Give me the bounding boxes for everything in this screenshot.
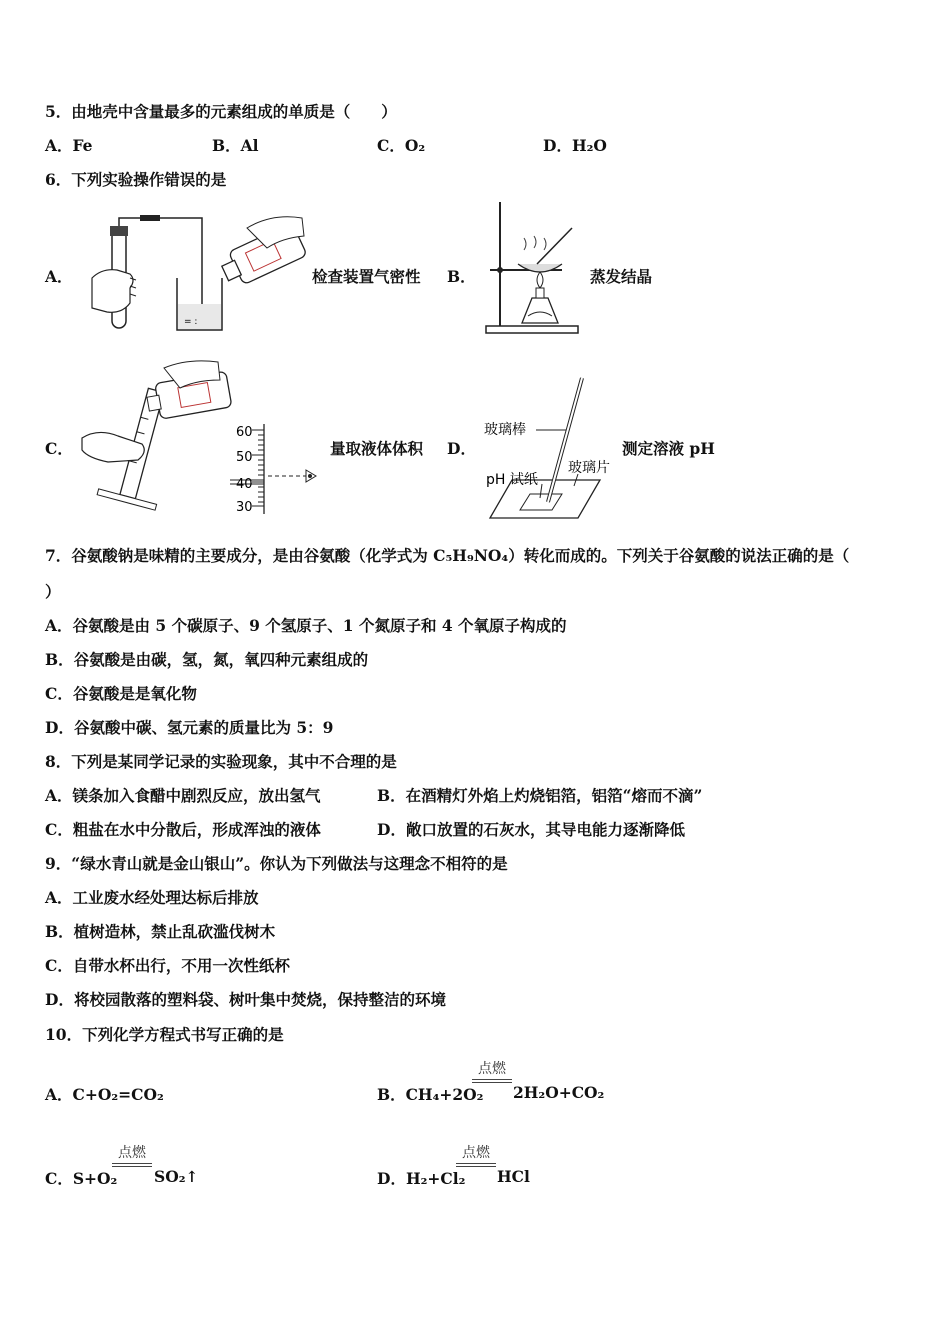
- q8-option-a: A．镁条加入食醋中剧烈反应，放出氢气: [45, 786, 321, 805]
- airtightness-check-figure: [72, 208, 308, 338]
- cylinder-tick-40: 40: [236, 477, 253, 492]
- q10-option-c-condition: [112, 1142, 152, 1167]
- measuring-cylinder-figure: [78, 358, 328, 518]
- q10-option-d-condition-text: 点燃: [462, 1145, 490, 1161]
- q7-option-d: D．谷氨酸中碳、氢元素的质量比为 5：9: [45, 718, 334, 737]
- q10-stem: 10．下列化学方程式书写正确的是: [45, 1025, 284, 1044]
- q7-option-a: A．谷氨酸是由 5 个碳原子、9 个氢原子、1 个氮原子和 4 个氧原子构成的: [45, 616, 567, 635]
- q7-option-b: B．谷氨酸是由碳，氢，氮，氧四种元素组成的: [45, 650, 369, 669]
- q5-option-c: C．O₂: [377, 136, 426, 155]
- q5-option-a: A．Fe: [45, 136, 93, 155]
- q9-option-c: C．自带水杯出行，不用一次性纸杯: [45, 956, 290, 975]
- q10-option-b-left: B．CH₄+2O₂: [377, 1085, 484, 1104]
- q5-stem: 5．由地壳中含量最多的元素组成的单质是（ ）: [45, 102, 397, 121]
- q8-option-d: D．敞口放置的石灰水，其导电能力逐渐降低: [377, 820, 685, 839]
- q7-stem-line2: ）: [45, 582, 61, 601]
- svg-text:= :: = :: [184, 317, 198, 327]
- q9-stem: 9．“绿水青山就是金山银山”。你认为下列做法与这理念不相符的是: [45, 854, 508, 873]
- evaporation-figure: [482, 198, 582, 336]
- q10-option-a: A．C+O₂=CO₂: [45, 1085, 164, 1104]
- ph-rod-label: 玻璃棒: [484, 422, 526, 438]
- q6-b-label: B．: [447, 267, 476, 286]
- q6-c-label: C．: [45, 439, 73, 458]
- q6-stem: 6．下列实验操作错误的是: [45, 170, 227, 189]
- q5-option-b: B．Al: [212, 136, 259, 155]
- q6-d-caption: 测定溶液 pH: [622, 439, 715, 458]
- q9-option-b: B．植树造林，禁止乱砍滥伐树木: [45, 922, 276, 941]
- q10-option-c-left: C．S+O₂: [45, 1169, 118, 1188]
- q6-b-caption: 蒸发结晶: [590, 267, 653, 286]
- q7-stem-line1: 7．谷氨酸钠是味精的主要成分，是由谷氨酸（化学式为 C₅H₉NO₄）转化而成的。下列关于谷氨酸的说法正确的是（: [45, 546, 850, 565]
- q5-option-d: D．H₂O: [543, 136, 607, 155]
- ph-test-figure: [482, 372, 612, 522]
- cylinder-tick-50: 50: [236, 450, 253, 465]
- q10-option-b-right: 2H₂O+CO₂: [513, 1083, 605, 1102]
- q6-d-label: D．: [447, 439, 476, 458]
- cylinder-tick-30: 30: [236, 500, 253, 515]
- q6-c-caption: 量取液体体积: [330, 439, 424, 458]
- q6-a-caption: 检查装置气密性: [312, 267, 421, 286]
- q10-option-c-right: SO₂↑: [154, 1167, 199, 1186]
- q7-option-c: C．谷氨酸是是氧化物: [45, 684, 197, 703]
- ph-paper-label: pH 试纸: [486, 472, 538, 488]
- q10-option-d-condition: [456, 1142, 496, 1167]
- q10-option-b-condition-text: 点燃: [478, 1061, 506, 1077]
- q6-a-label: A．: [45, 267, 73, 286]
- cylinder-tick-60: 60: [236, 425, 253, 440]
- q9-option-d: D．将校园散落的塑料袋、树叶集中焚烧，保持整洁的环境: [45, 990, 446, 1009]
- q10-option-b-condition: [472, 1058, 512, 1083]
- q8-option-c: C．粗盐在水中分散后，形成浑浊的液体: [45, 820, 321, 839]
- q8-stem: 8．下列是某同学记录的实验现象，其中不合理的是: [45, 752, 397, 771]
- q10-option-d-left: D．H₂+Cl₂: [377, 1169, 466, 1188]
- q8-option-b: B．在酒精灯外焰上灼烧铝箔，铝箔“熔而不滴”: [377, 786, 703, 805]
- q10-option-c-condition-text: 点燃: [118, 1145, 146, 1161]
- q10-option-d-right: HCl: [497, 1167, 530, 1186]
- q9-option-a: A．工业废水经处理达标后排放: [45, 888, 259, 907]
- ph-slide-label: 玻璃片: [568, 460, 610, 476]
